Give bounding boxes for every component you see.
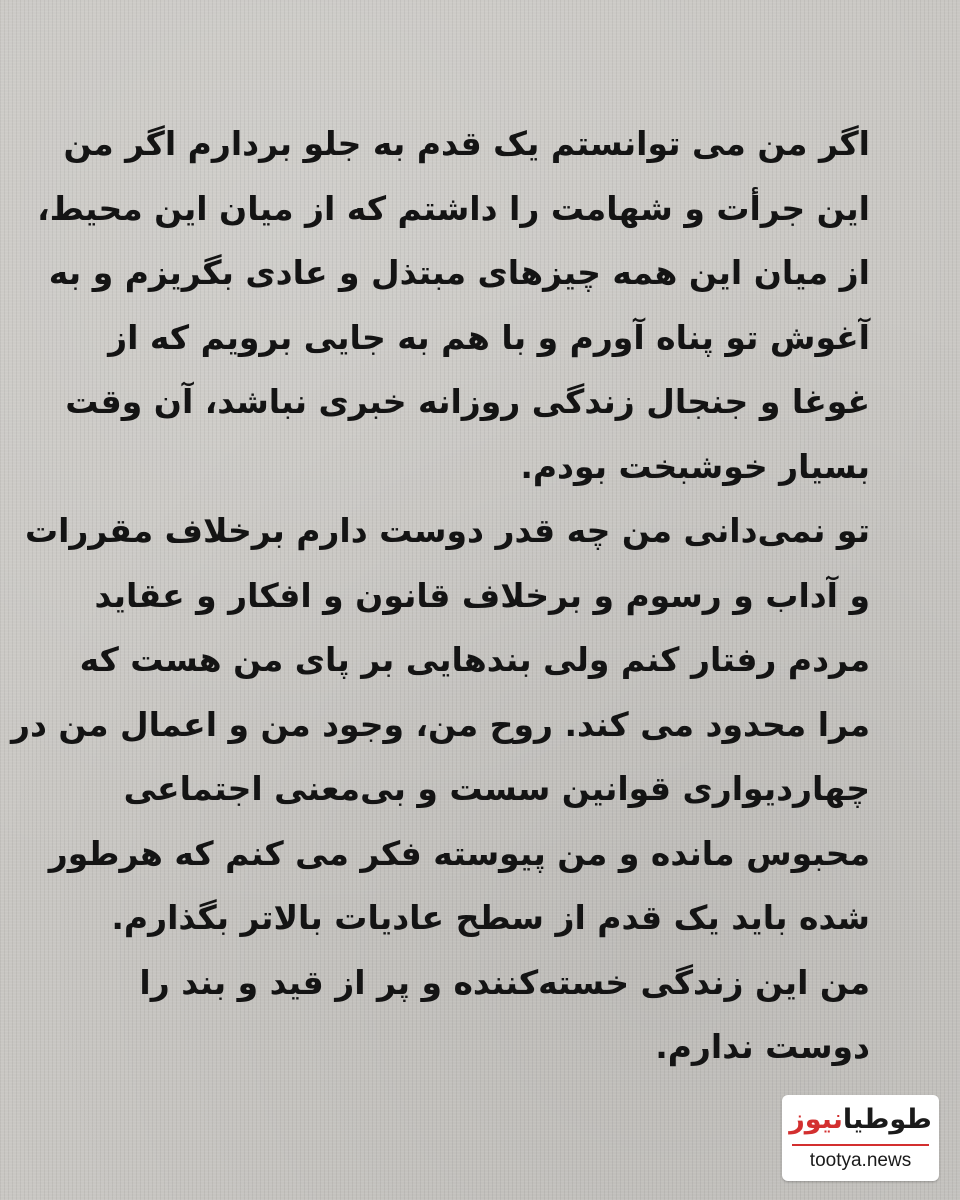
logo-wordmark-part-1: طوطیا [842,1104,932,1135]
text-line: من این زندگی خسته‌کننده و پر از قید و بند را [139,962,870,1002]
text-line: و آداب و رسوم و برخلاف قانون و افکار و عقاید [94,575,870,615]
logo-wordmark-part-2: نیوز [789,1104,843,1135]
text-line: مرا محدود می کند. روح من، وجود من و اعمال من در [10,704,870,744]
text-line: محبوس مانده و من پیوسته فکر می کنم که هرطور [48,833,870,873]
text-line: بسیار خوشبخت بودم. [520,446,870,486]
paragraph [10,499,870,1080]
text-line: از میان این همه چیزهای مبتذل و عادی بگریزم و به [48,253,870,292]
text-line: اگر من می توانستم یک قدم به جلو بردارم اگر من [63,124,870,163]
text-line: دوست ندارم. [655,1027,870,1066]
text-line: این جرأت و شهامت را داشتم که از میان این محیط، [37,188,870,228]
logo-divider [792,1144,929,1146]
text-line: آغوش تو پناه آورم و با هم به جایی برویم که از [108,317,870,357]
text-line: تو نمی‌دانی من چه قدر دوست دارم برخلاف مقررات [24,511,870,550]
logo-wordmark [782,1101,939,1139]
text-body [10,112,870,1080]
text-line: شده باید یک قدم از سطح عادیات بالاتر بگذارم. [111,898,870,937]
logo-domain: tootya.news [809,1150,912,1171]
text-line: غوغا و جنجال زندگی روزانه خبری نباشد، آن وقت [65,382,870,421]
paragraph [37,112,870,499]
text-line: مردم رفتار کنم ولی بندهایی بر پای من هست که [79,640,870,679]
logo-badge [782,1095,939,1181]
text-line: چهاردیواری قوانین سست و بی‌معنی اجتماعی [123,769,870,808]
